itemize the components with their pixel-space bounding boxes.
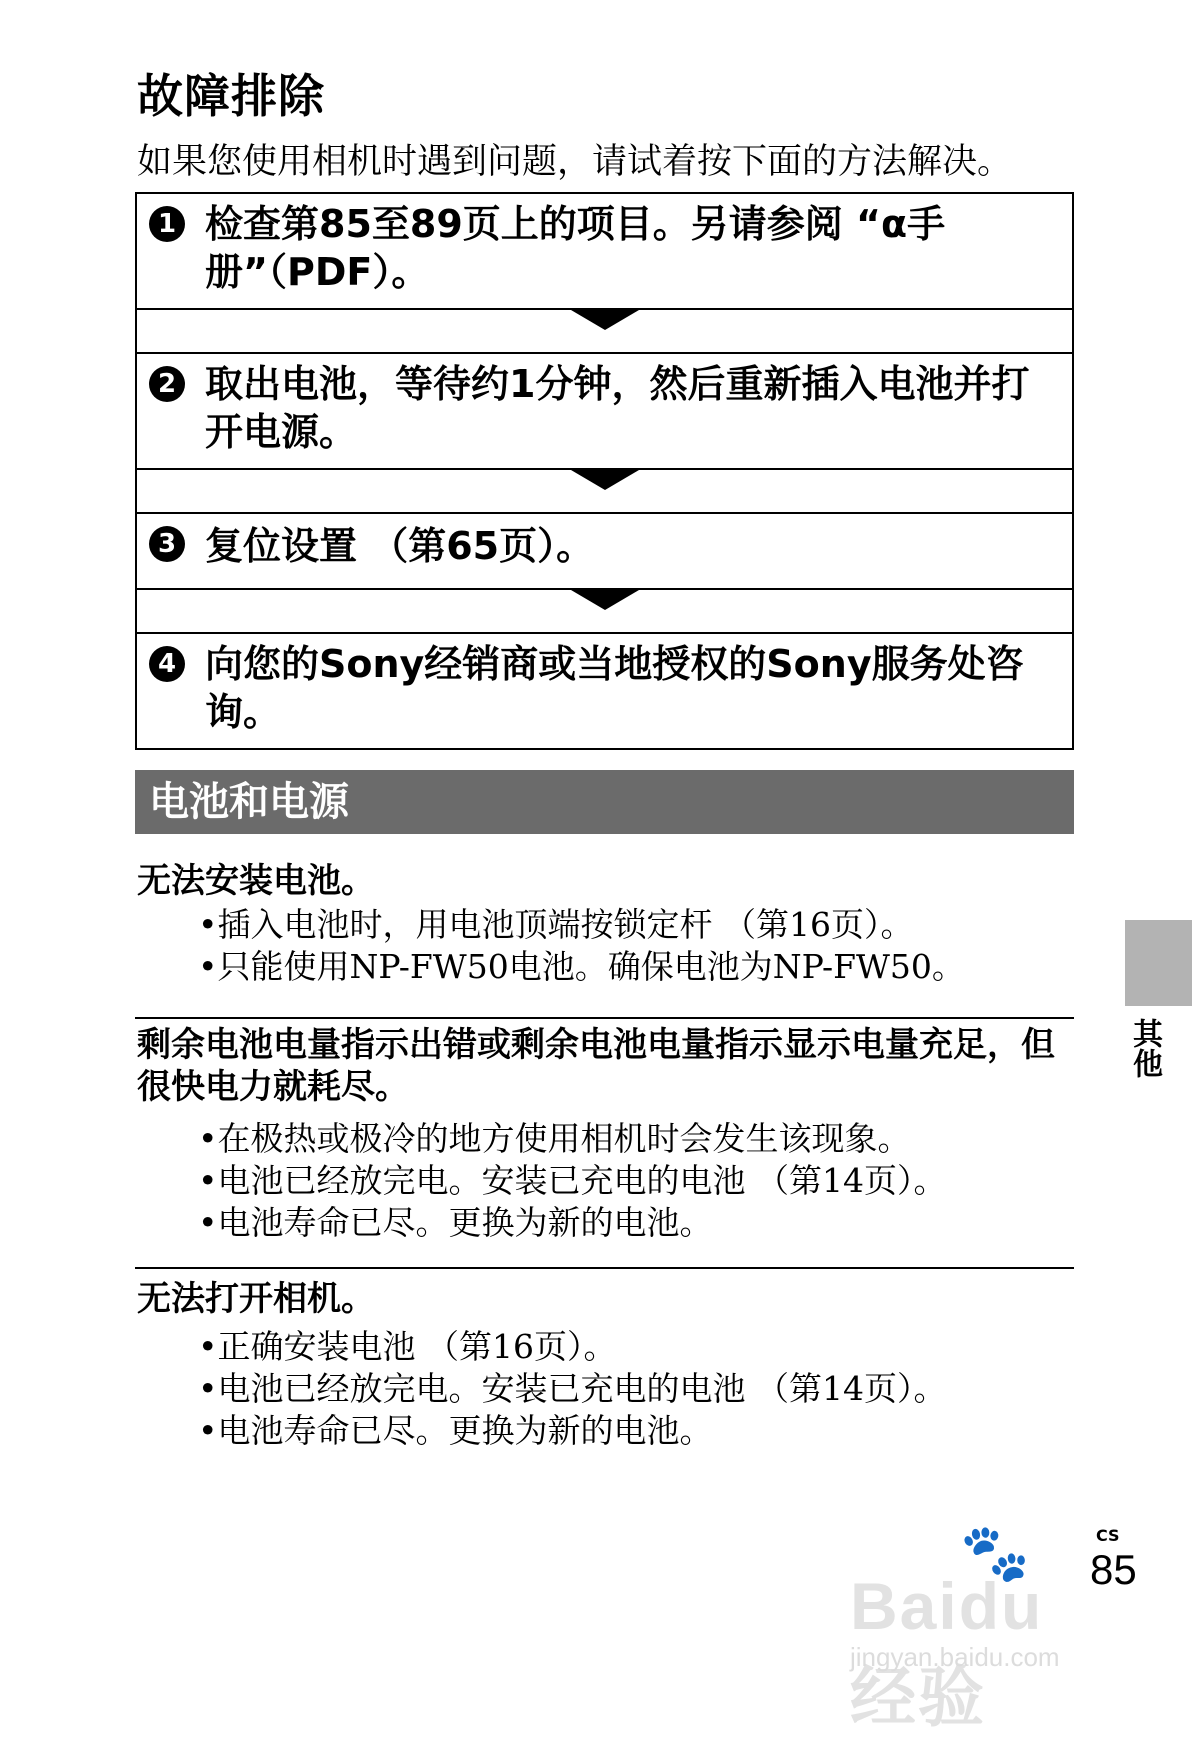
step-connector-2 — [135, 470, 1074, 514]
step-number-4: 4 — [149, 646, 185, 682]
side-tab-label: 其他 — [1127, 1018, 1162, 1078]
section-divider — [135, 1017, 1074, 1019]
solution-item: •电池已经放完电。安装已充电的电池 （第14页）。 — [198, 1161, 947, 1200]
step-2-box — [135, 352, 1074, 470]
watermark-brand: Baidu 经验 — [850, 1569, 1044, 1734]
step-2-text: 取出电池，等待约1分钟，然后重新插入电池并打开电源。 — [205, 362, 1030, 454]
page-title: 故障排除 — [137, 69, 325, 123]
section-divider — [135, 1267, 1074, 1269]
step-1-text: 检查第85至89页上的项目。另请参阅 “α手册”（PDF）。 — [205, 202, 946, 294]
solution-item: •插入电池时，用电池顶端按锁定杆 （第16页）。 — [198, 905, 914, 944]
problem-title: 剩余电池电量指示出错或剩余电池电量指示显示电量充足，但很快电力就耗尽。 — [137, 1025, 1055, 1107]
problem-title: 无法打开相机。 — [137, 1279, 375, 1319]
step-4-box — [135, 632, 1074, 750]
solution-item: •电池已经放完电。安装已充电的电池 （第14页）。 — [198, 1369, 947, 1408]
down-arrow-icon — [571, 310, 639, 330]
paw-icon: 🐾 — [960, 1521, 1030, 1586]
step-4-text: 向您的Sony经销商或当地授权的Sony服务处咨询。 — [205, 642, 1024, 734]
step-3-text: 复位设置 （第65页）。 — [205, 524, 595, 568]
step-connector-3 — [135, 590, 1074, 634]
intro-text: 如果您使用相机时遇到问题，请试着按下面的方法解决。 — [137, 142, 1013, 182]
down-arrow-icon — [571, 590, 639, 610]
watermark-url: jingyan.baidu.com — [850, 1642, 1060, 1672]
step-number-3: 3 — [149, 526, 185, 562]
baidu-watermark — [850, 1520, 1110, 1734]
solution-item: •只能使用NP-FW50电池。确保电池为NP-FW50。 — [198, 947, 965, 986]
step-number-1: 1 — [149, 206, 185, 242]
step-number-2: 2 — [149, 366, 185, 402]
solution-item: •电池寿命已尽。更换为新的电池。 — [198, 1203, 713, 1242]
step-1-box — [135, 192, 1074, 310]
down-arrow-icon — [571, 470, 639, 490]
page-number: 85 — [1090, 1546, 1137, 1593]
problem-title: 无法安装电池。 — [137, 861, 375, 901]
step-3-box — [135, 512, 1074, 590]
side-tab-marker — [1125, 920, 1192, 1006]
section-header: 电池和电源 — [135, 770, 1074, 834]
page-language-label: CS — [1096, 1526, 1120, 1545]
solution-item: •电池寿命已尽。更换为新的电池。 — [198, 1411, 713, 1450]
solution-item: •在极热或极冷的地方使用相机时会发生该现象。 — [198, 1119, 911, 1158]
solution-item: •正确安装电池 （第16页）。 — [198, 1327, 617, 1366]
step-connector-1 — [135, 310, 1074, 354]
